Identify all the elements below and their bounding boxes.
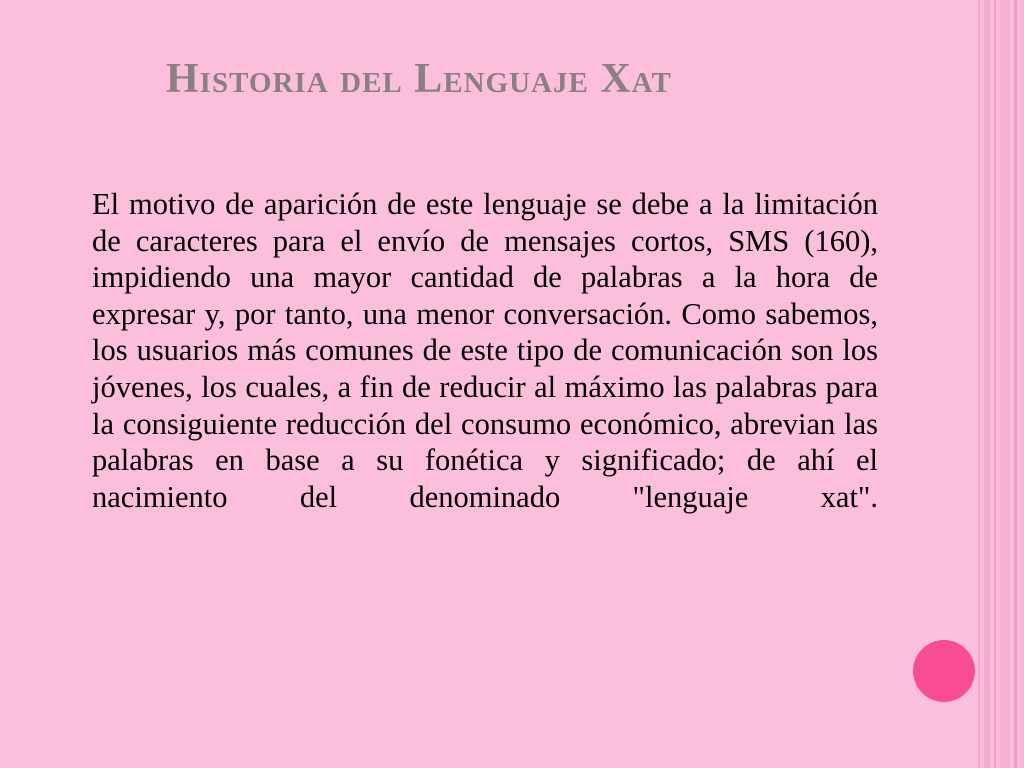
decorative-stripe: [1020, 0, 1024, 768]
decorative-stripe: [1014, 0, 1017, 768]
slide-body-paragraph: El motivo de aparición de este lenguaje se debe a la limitación de caracteres para el envío de mensajes cortos, SMS (160), impidiendo una mayor cantidad de palabras a la hora de expresar y, por tanto, una menor conversación. Como sabemos, los usuarios más comunes de este tipo de comunicación son los jóvenes, los cuales, a fin de reducir al máximo las palabras para la consiguiente reducción del consumo económico, abrevian las palabras en base a su fonética y significado; de ahí el nacimiento del denominado "lenguaje xat".: [92, 187, 878, 514]
accent-circle-icon: [913, 640, 975, 702]
decorative-stripe: [1000, 0, 1010, 768]
decorative-stripe: [984, 0, 990, 768]
decorative-stripe: [994, 0, 996, 768]
decorative-stripe: [978, 0, 980, 768]
slide-title: Historia del Lenguaje Xat: [166, 56, 672, 102]
